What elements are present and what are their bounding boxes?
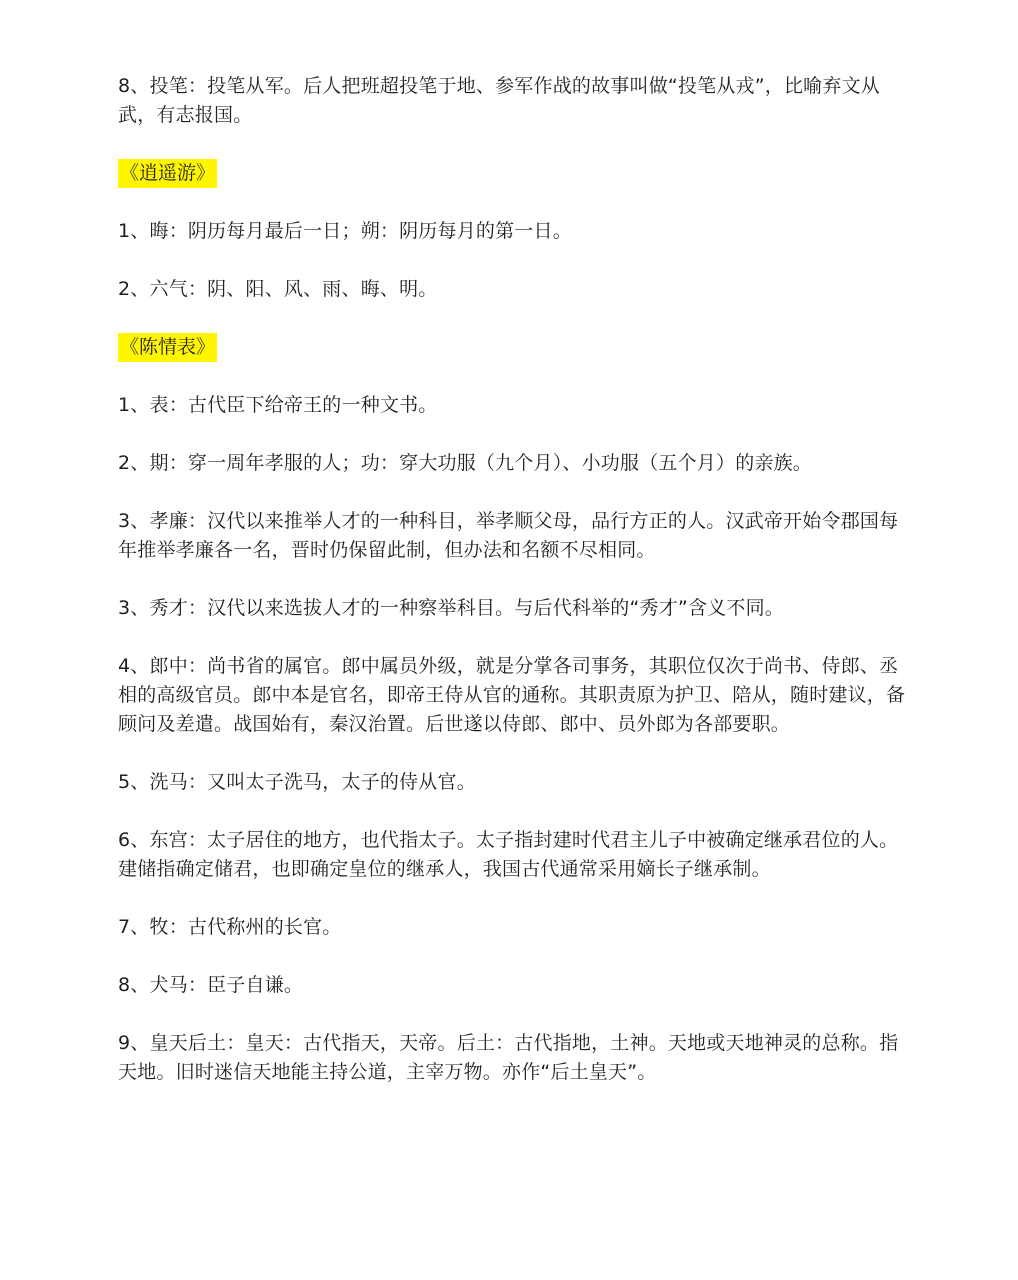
spacer	[118, 623, 908, 652]
section-title-chenqingbiao: 《陈情表》	[118, 333, 217, 362]
entry-xiucai: 3、秀才：汉代以来选拔人才的一种察举科目。与后代科举的“秀才”含义不同。	[118, 597, 784, 619]
spacer	[118, 478, 908, 507]
entry-huangtianhoutu: 9、皇天后土：皇天：古代指天，天帝。后土：古代指地，土神。天地或天地神灵的总称。指天地。旧时迷信天地能主持公道，主宰万物。亦作“后土皇天”。	[118, 1032, 899, 1083]
spacer	[118, 884, 908, 913]
entry-toubi: 8、投笔：投笔从军。后人把班超投笔于地、参军作战的故事叫做“投笔从戎”，比喻弃文从武，有志报国。	[118, 75, 880, 126]
entry-xiaolian: 3、孝廉：汉代以来推举人才的一种科目，举孝顺父母，品行方正的人。汉武帝开始令郡国每年推举孝廉各一名，晋时仍保留此制，但办法和名额不尽相同。	[118, 510, 899, 561]
spacer	[118, 1000, 908, 1029]
spacer	[118, 246, 908, 275]
document-page	[118, 72, 908, 1087]
entry-mu: 7、牧：古代称州的长官。	[118, 916, 342, 938]
entry-quanma: 8、犬马：臣子自谦。	[118, 974, 304, 996]
spacer	[118, 304, 908, 333]
spacer	[118, 565, 908, 594]
spacer	[118, 739, 908, 768]
entry-donggong: 6、东宫：太子居住的地方，也代指太子。太子指封建时代君主儿子中被确定继承君位的人。建储指确定储君，也即确定皇位的继承人，我国古代通常采用嫡长子继承制。	[118, 829, 899, 880]
entry-biao: 1、表：古代臣下给帝王的一种文书。	[118, 394, 438, 416]
spacer	[118, 942, 908, 971]
spacer	[118, 420, 908, 449]
entry-xima: 5、洗马：又叫太子洗马，太子的侍从官。	[118, 771, 476, 793]
spacer	[118, 188, 908, 217]
entry-hui-shuo: 1、晦：阴历每月最后一日；朔：阴历每月的第一日。	[118, 220, 572, 242]
entry-langzhong: 4、郎中：尚书省的属官。郎中属员外级，就是分掌各司事务，其职位仅次于尚书、侍郎、丞相的高级官员。郎中本是官名，即帝王侍从官的通称。其职责原为护卫、陪从，随时建议，备顾问及差遣。战国始有，秦汉治置。后世遂以侍郎、郎中、员外郎为各部要职。	[118, 655, 906, 735]
spacer	[118, 362, 908, 391]
entry-qi-gong: 2、期：穿一周年孝服的人；功：穿大功服（九个月）、小功服（五个月）的亲族。	[118, 452, 812, 474]
spacer	[118, 130, 908, 159]
spacer	[118, 797, 908, 826]
section-title-xiaoyaoyou: 《逍遥游》	[118, 159, 217, 188]
entry-liuqi: 2、六气：阴、阳、风、雨、晦、明。	[118, 278, 438, 300]
